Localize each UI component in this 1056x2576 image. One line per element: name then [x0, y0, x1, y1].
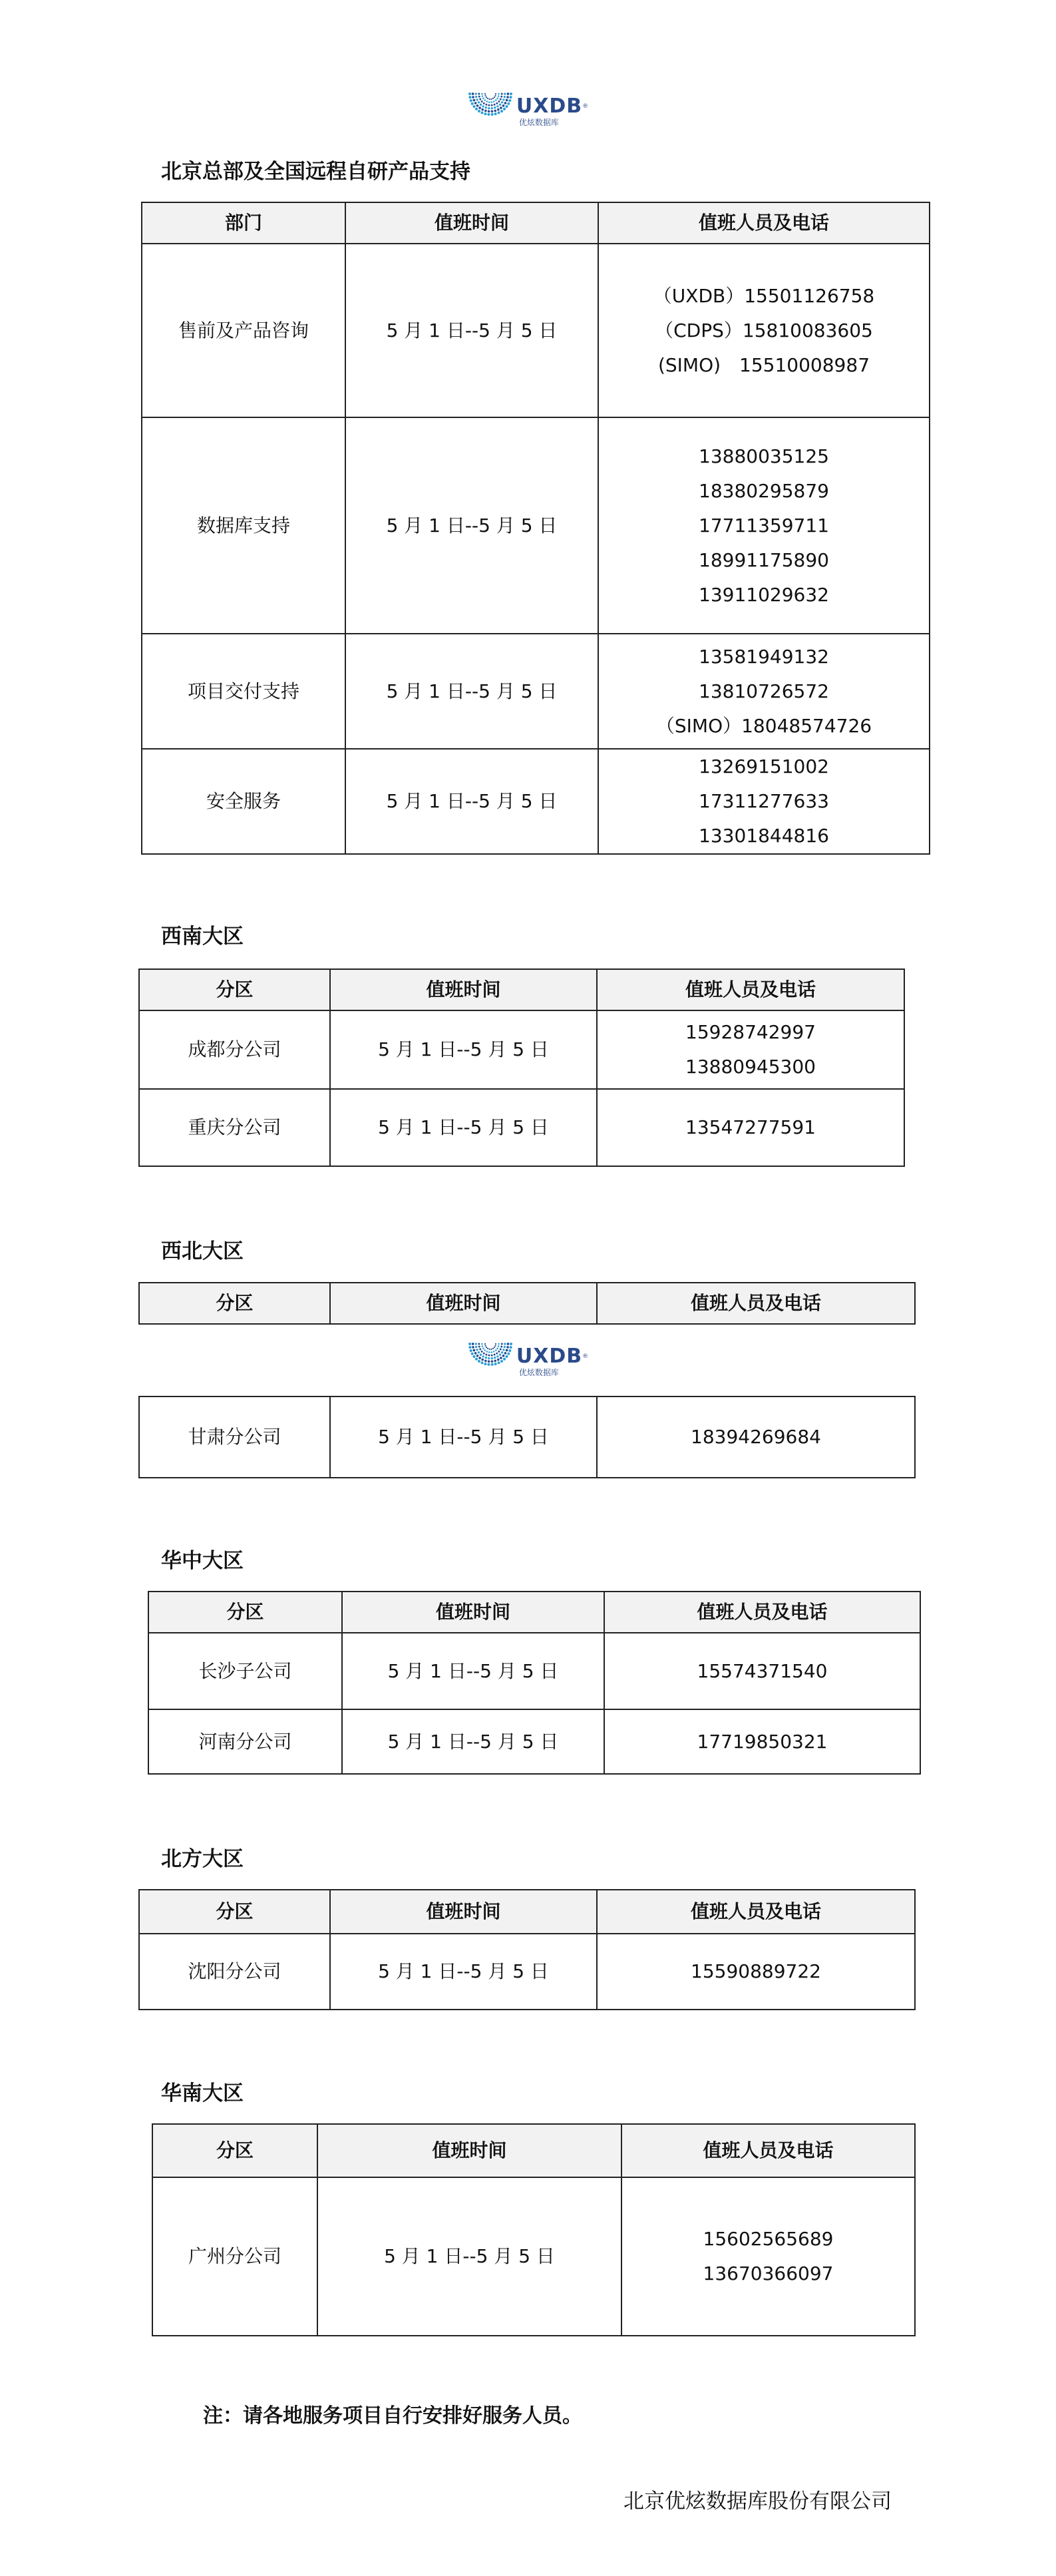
- company-name: 北京优炫数据库股份有限公司: [623, 2489, 892, 2513]
- phone-number: 13269151002: [699, 755, 829, 777]
- table-row: [152, 2177, 915, 2336]
- column-header: 分区: [139, 969, 330, 1010]
- column-header: 值班时间: [345, 202, 598, 244]
- central-title: 华中大区: [161, 1549, 244, 1573]
- phone-number: 13880035125: [699, 445, 829, 467]
- column-header: 值班人员及电话: [621, 2124, 915, 2177]
- logo-wordmark: UXDB: [516, 1345, 583, 1368]
- time-cell: 5 月 1 日--5 月 5 日: [342, 1709, 604, 1774]
- phone-number: 15590889722: [691, 1960, 821, 1982]
- northwest-table-continued: [138, 1396, 916, 1478]
- phone-number: 13301844816: [699, 825, 829, 847]
- phone-cell: [598, 417, 930, 634]
- dept-cell: 售前及产品咨询: [142, 244, 345, 417]
- time-cell: 5 月 1 日--5 月 5 日: [345, 244, 598, 417]
- phone-number: （UXDB）15501126758: [653, 284, 875, 307]
- phone-number: 13547277591: [685, 1116, 816, 1138]
- phone-number: 13670366097: [703, 2262, 834, 2284]
- phone-number: 15602565689: [703, 2228, 834, 2250]
- footer-note: 注：请各地服务项目自行安排好服务人员。: [203, 2404, 582, 2428]
- logo-wordmark: UXDB: [516, 95, 583, 118]
- uxdb-logo: [0, 88, 1056, 134]
- logo-registered: ®: [582, 103, 590, 110]
- phone-number: （CDPS）15810083605: [655, 319, 873, 341]
- dept-cell: 项目交付支持: [142, 634, 345, 749]
- branch-cell: 广州分公司: [152, 2177, 317, 2336]
- phone-number: (SIMO) 15510008987: [657, 353, 870, 376]
- phone-cell: [597, 1934, 915, 2010]
- time-cell: 5 月 1 日--5 月 5 日: [330, 1934, 597, 2010]
- phone-number: （SIMO）18048574726: [655, 714, 872, 737]
- table-header-row: [148, 1592, 920, 1633]
- phone-cell: [604, 1709, 920, 1774]
- phone-number: 18991175890: [699, 548, 829, 571]
- table-row: [139, 1396, 915, 1478]
- column-header: 值班人员及电话: [597, 1890, 915, 1934]
- column-header: 值班时间: [342, 1592, 604, 1633]
- south-title: 华南大区: [161, 2081, 244, 2105]
- phone-number: 13581949132: [699, 645, 829, 668]
- table-header-row: [139, 1890, 915, 1934]
- table-row: [139, 1010, 904, 1089]
- table-header-row: [152, 2124, 915, 2177]
- logo-tagline: 优炫数据库: [518, 1368, 559, 1377]
- dept-cell: 数据库支持: [142, 417, 345, 634]
- branch-cell: 甘肃分公司: [139, 1396, 330, 1478]
- uxdb-logo-icon: [467, 90, 514, 132]
- logo-registered: ®: [582, 1353, 590, 1360]
- central-table: [148, 1591, 921, 1775]
- column-header: 值班人员及电话: [604, 1592, 920, 1633]
- table-row: [142, 244, 930, 417]
- column-header: 值班人员及电话: [597, 1283, 915, 1324]
- column-header: 值班时间: [330, 969, 597, 1010]
- phone-cell: [598, 634, 930, 749]
- column-header: 值班时间: [330, 1890, 597, 1934]
- hq-table: [141, 202, 930, 855]
- column-header: 分区: [152, 2124, 317, 2177]
- time-cell: 5 月 1 日--5 月 5 日: [330, 1010, 597, 1089]
- branch-cell: 长沙子公司: [148, 1633, 342, 1709]
- time-cell: 5 月 1 日--5 月 5 日: [317, 2177, 621, 2336]
- table-row: [142, 634, 930, 749]
- column-header: 值班人员及电话: [598, 202, 930, 244]
- south-table: [152, 2123, 916, 2336]
- phone-cell: [621, 2177, 915, 2336]
- table-header-row: [139, 969, 904, 1010]
- phone-number: 13810726572: [699, 680, 829, 702]
- phone-cell: [597, 1089, 904, 1166]
- phone-cell: [598, 244, 930, 417]
- table-row: [148, 1709, 920, 1774]
- phone-number: 17719850321: [697, 1730, 828, 1753]
- northwest-title: 西北大区: [161, 1239, 244, 1263]
- phone-number: 15928742997: [685, 1021, 816, 1043]
- time-cell: 5 月 1 日--5 月 5 日: [342, 1633, 604, 1709]
- phone-cell: [598, 749, 930, 854]
- north-table: [138, 1889, 916, 2010]
- table-row: [139, 1089, 904, 1166]
- uxdb-logo: [0, 1338, 1056, 1385]
- column-header: 值班时间: [317, 2124, 621, 2177]
- southwest-table: [138, 968, 905, 1167]
- phone-number: 13880945300: [685, 1056, 816, 1078]
- phone-number: 17311277633: [699, 790, 829, 812]
- phone-cell: [597, 1010, 904, 1089]
- southwest-title: 西南大区: [161, 925, 244, 949]
- uxdb-logo-icon: [467, 1340, 514, 1383]
- column-header: 分区: [148, 1592, 342, 1633]
- table-row: [139, 1934, 915, 2010]
- branch-cell: 成都分公司: [139, 1010, 330, 1089]
- time-cell: 5 月 1 日--5 月 5 日: [345, 634, 598, 749]
- table-row: [148, 1633, 920, 1709]
- time-cell: 5 月 1 日--5 月 5 日: [330, 1396, 597, 1478]
- column-header: 分区: [139, 1890, 330, 1934]
- table-header-row: [142, 202, 930, 244]
- phone-number: 18394269684: [691, 1426, 821, 1448]
- north-title: 北方大区: [161, 1847, 244, 1871]
- phone-cell: [597, 1396, 915, 1478]
- phone-number: 15574371540: [697, 1659, 828, 1682]
- phone-number: 13911029632: [699, 583, 829, 606]
- column-header: 值班时间: [330, 1283, 597, 1324]
- table-header-row: [139, 1283, 915, 1324]
- phone-cell: [604, 1633, 920, 1709]
- logo-tagline: 优炫数据库: [518, 118, 559, 127]
- column-header: 分区: [139, 1283, 330, 1324]
- table-row: [142, 417, 930, 634]
- phone-number: 18380295879: [699, 479, 829, 502]
- branch-cell: 河南分公司: [148, 1709, 342, 1774]
- northwest-table: [138, 1282, 916, 1325]
- dept-cell: 安全服务: [142, 749, 345, 854]
- table-row: [142, 749, 930, 854]
- hq-title: 北京总部及全国远程自研产品支持: [161, 160, 470, 184]
- time-cell: 5 月 1 日--5 月 5 日: [345, 749, 598, 854]
- column-header: 值班人员及电话: [597, 969, 904, 1010]
- branch-cell: 重庆分公司: [139, 1089, 330, 1166]
- branch-cell: 沈阳分公司: [139, 1934, 330, 2010]
- time-cell: 5 月 1 日--5 月 5 日: [345, 417, 598, 634]
- phone-number: 17711359711: [699, 514, 829, 537]
- column-header: 部门: [142, 202, 345, 244]
- time-cell: 5 月 1 日--5 月 5 日: [330, 1089, 597, 1166]
